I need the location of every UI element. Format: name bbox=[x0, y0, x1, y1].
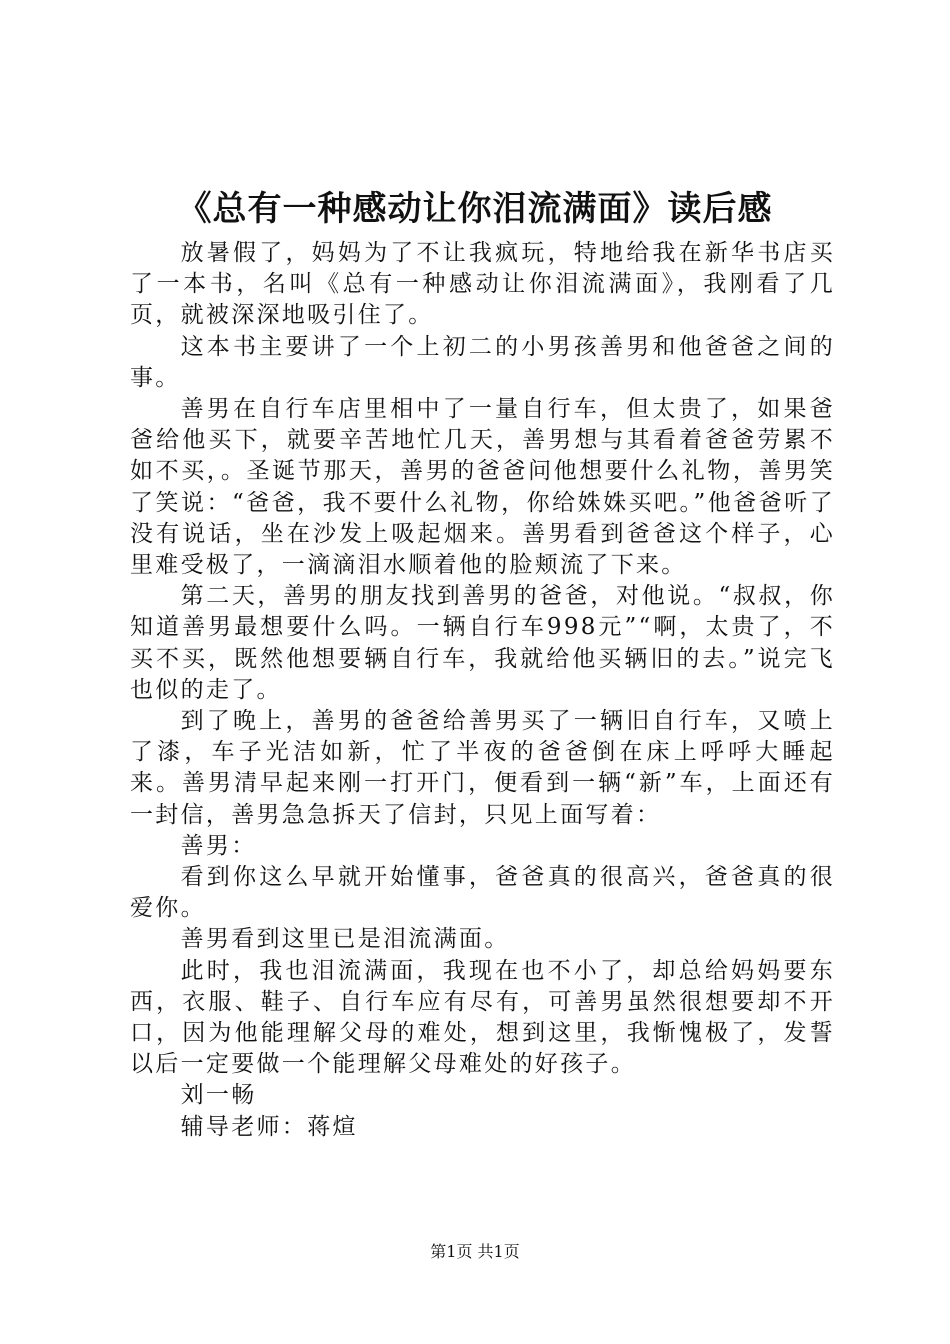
instructor-name: 辅导老师：蒋煊 bbox=[180, 1113, 358, 1140]
document-body bbox=[130, 238, 835, 1143]
letter-body: 看到你这么早就开始懂事，爸爸真的很高兴，爸爸真的很爱你。 bbox=[130, 864, 835, 922]
body-paragraph: 善男在自行车店里相中了一量自行车，但太贵了，如果爸爸给他买下，就要辛苦地忙几天，善男想与其看着爸爸劳累不如不买，。圣诞节那天，善男的爸爸问他想要什么礼物，善男笑了笑说：“爸爸，我不要什么礼物，你给姝姝买吧。”他爸爸听了没有说话，坐在沙发上吸起烟来。善男看到爸爸这个样子，心里难受极了，一滴滴泪水顺着他的脸颊流了下来。 bbox=[130, 396, 835, 579]
body-paragraph: 此时，我也泪流满面，我现在也不小了，却总给妈妈要东西，衣服、鞋子、自行车应有尽有，可善男虽然很想要却不开口，因为他能理解父母的难处，想到这里，我惭愧极了，发誓以后一定要做一个能理解父母难处的好孩子。 bbox=[130, 957, 835, 1078]
page-number-footer: 第1页 共1页 bbox=[430, 1242, 520, 1261]
document-title: 《总有一种感动让你泪流满面》读后感 bbox=[177, 189, 773, 229]
body-paragraph: 善男看到这里已是泪流满面。 bbox=[180, 926, 510, 953]
body-paragraph: 这本书主要讲了一个上初二的小男孩善男和他爸爸之间的事。 bbox=[130, 333, 835, 391]
author-name: 刘一畅 bbox=[180, 1082, 257, 1109]
letter-salutation: 善男： bbox=[180, 832, 257, 859]
body-paragraph: 放暑假了，妈妈为了不让我疯玩，特地给我在新华书店买了一本书，名叫《总有一种感动让你泪流满面》，我刚看了几页，就被深深地吸引住了。 bbox=[130, 240, 835, 329]
body-paragraph: 第二天，善男的朋友找到善男的爸爸，对他说。“叔叔，你知道善男最想要什么吗。一辆自行车998元”“啊，太贵了，不买不买，既然他想要辆自行车，我就给他买辆旧的去。”说完飞也似的走了。 bbox=[130, 583, 835, 703]
body-paragraph: 到了晚上，善男的爸爸给善男买了一辆旧自行车，又喷上了漆，车子光洁如新，忙了半夜的爸爸倒在床上呼呼大睡起来。善男清早起来刚一打开门，便看到一辆“新”车，上面还有一封信，善男急急拆天了信封，只见上面写着： bbox=[130, 708, 835, 828]
